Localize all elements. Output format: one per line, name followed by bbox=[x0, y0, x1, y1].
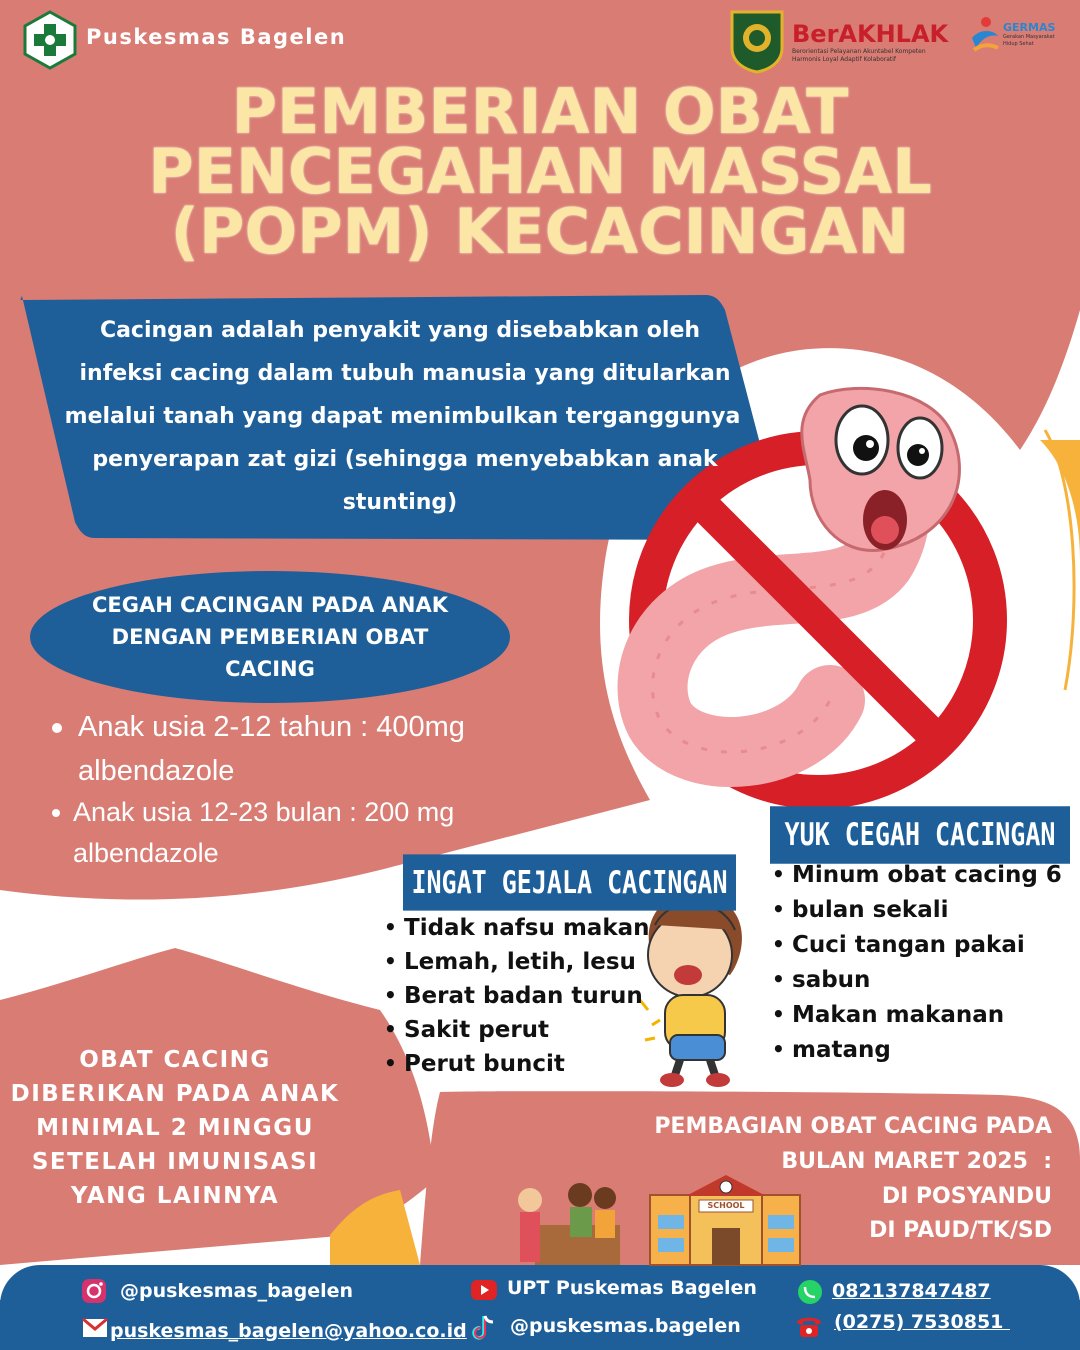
berakhlak-logo bbox=[792, 20, 962, 64]
dosage-1-line-1: Anak usia 2-12 tahun : 400mg bbox=[78, 711, 465, 743]
prevent-oval-line-3: CACING bbox=[225, 657, 315, 681]
prevention-item-cont: • matang bbox=[792, 1037, 891, 1063]
prevention-list bbox=[792, 862, 1072, 1072]
berakhlak-title: BerAKHLAK bbox=[792, 20, 949, 48]
prevention-item: • Minum obat cacing 6 bbox=[792, 862, 1062, 888]
distribution-line-4: DI PAUD/TK/SD bbox=[869, 1218, 1052, 1243]
prevention-header: YUK CEGAH CACINGAN bbox=[770, 806, 1070, 864]
clinic-name: Puskesmas Bagelen bbox=[86, 25, 347, 49]
note-line-4: SETELAH IMUNISASI bbox=[31, 1149, 319, 1175]
symptoms-list bbox=[404, 915, 650, 1085]
clinic-logo-icon bbox=[22, 10, 78, 70]
symptoms-header: INGAT GEJALA CACINGAN bbox=[403, 854, 736, 910]
intro-line-5: stunting) bbox=[342, 490, 458, 515]
distribution-line-2: BULAN MARET 2025 : bbox=[781, 1149, 1052, 1174]
tiktok-icon bbox=[472, 1314, 496, 1342]
email-link[interactable]: puskesmas_bagelen@yahoo.co.id bbox=[110, 1320, 467, 1342]
germas-logo-icon bbox=[968, 14, 1002, 58]
intro-line-3: melalui tanah yang dapat menimbulkan terganggunya bbox=[64, 404, 741, 429]
dosage-2-line-1: Anak usia 12-23 bulan : 200 mg bbox=[73, 797, 455, 827]
email-icon bbox=[82, 1318, 108, 1338]
berakhlak-tagline-1: Berorientasi Pelayanan Akuntabel Kompeten bbox=[792, 48, 926, 55]
note-line-5: YANG LAINNYA bbox=[70, 1183, 280, 1209]
note-line-1: OBAT CACING bbox=[79, 1047, 271, 1073]
germas-title: GERMAS bbox=[1003, 21, 1056, 34]
distribution-line-1: PEMBAGIAN OBAT CACING PADA bbox=[654, 1114, 1052, 1139]
title-line-3: (POPM) KECACINGAN bbox=[170, 195, 910, 268]
prevent-oval-line-1: CEGAH CACINGAN PADA ANAK bbox=[91, 593, 449, 617]
dosage-bullet bbox=[52, 723, 62, 733]
prevention-item: • Makan makanan bbox=[792, 1002, 1004, 1028]
title-line-1: PEMBERIAN OBAT bbox=[231, 75, 849, 148]
prevention-item-cont: • bulan sekali bbox=[792, 897, 949, 923]
whatsapp-icon bbox=[796, 1278, 824, 1306]
germas-logo bbox=[1003, 22, 1055, 48]
symptom-item: • Tidak nafsu makan bbox=[404, 915, 650, 941]
germas-tagline-2: Hidup Sehat bbox=[1003, 41, 1034, 47]
prevention-item: • Cuci tangan pakai bbox=[792, 932, 1025, 958]
title-line-2: PENCEGAHAN MASSAL bbox=[148, 135, 932, 208]
whatsapp-number[interactable]: 082137847487 bbox=[832, 1280, 991, 1302]
tiktok-handle[interactable]: @puskesmas.bagelen bbox=[510, 1315, 741, 1337]
phone-icon bbox=[794, 1313, 824, 1339]
symptom-item: • Sakit perut bbox=[404, 1017, 549, 1043]
intro-line-1: Cacingan adalah penyakit yang disebabkan oleh bbox=[99, 318, 701, 343]
instagram-handle[interactable]: @puskesmas_bagelen bbox=[120, 1280, 354, 1302]
dosage-bullet bbox=[52, 809, 60, 817]
note-line-2: DIBERIKAN PADA ANAK bbox=[10, 1081, 340, 1107]
symptom-item: • Berat badan turun bbox=[404, 983, 643, 1009]
school-sign: SCHOOL bbox=[707, 1201, 745, 1210]
symptom-item: • Perut buncit bbox=[404, 1051, 565, 1077]
prevention-item-cont: • sabun bbox=[792, 967, 870, 993]
prevent-oval-line-2: DENGAN PEMBERIAN OBAT bbox=[111, 625, 429, 649]
instagram-icon bbox=[80, 1277, 108, 1305]
dosage-1-line-2: albendazole bbox=[78, 755, 235, 787]
distribution-line-3: DI POSYANDU bbox=[881, 1184, 1052, 1209]
symptom-item: • Lemah, letih, lesu bbox=[404, 949, 636, 975]
dosage-2-line-2: albendazole bbox=[73, 838, 219, 868]
germas-tagline-1: Gerakan Masyarakat bbox=[1003, 34, 1055, 40]
regency-seal-icon bbox=[728, 8, 786, 74]
youtube-channel[interactable]: UPT Puskemas Bagelen bbox=[507, 1277, 757, 1299]
intro-line-2: infeksi cacing dalam tubuh manusia yang ditularkan bbox=[79, 361, 731, 386]
phone-number[interactable]: (0275) 7530851 bbox=[834, 1311, 1011, 1333]
intro-line-4: penyerapan zat gizi (sehingga menyebabkan anak bbox=[92, 447, 718, 472]
note-line-3: MINIMAL 2 MINGGU bbox=[36, 1115, 314, 1141]
youtube-icon bbox=[470, 1278, 498, 1302]
berakhlak-tagline-2: Harmonis Loyal Adaptif Kolaboratif bbox=[792, 56, 897, 63]
